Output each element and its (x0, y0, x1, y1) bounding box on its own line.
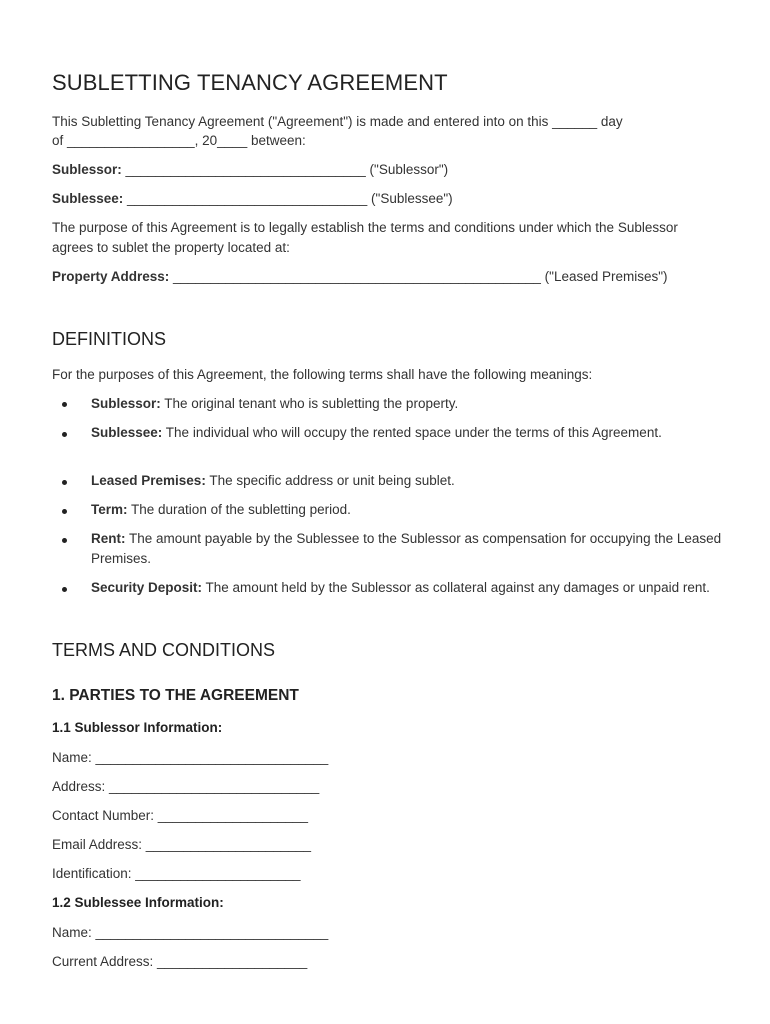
definition-term: Rent: (91, 531, 126, 546)
definition-text: The original tenant who is subletting the property. (160, 396, 459, 411)
sublessor-contact-field: Contact Number: ____________________ (52, 808, 308, 823)
purpose-paragraph: The purpose of this Agreement is to legally establish the terms and conditions under which the Sublessor agrees to sublet the property located at: (52, 220, 678, 255)
bullet-icon (62, 538, 67, 543)
sublessee-blank: ________________________________ ("Sublessee") (123, 191, 453, 206)
definition-text: The individual who will occupy the rented space under the terms of this Agreement. (162, 425, 662, 440)
sublessee-name-field: Name: _______________________________ (52, 925, 329, 940)
property-address-label: Property Address: (52, 269, 170, 284)
bullet-icon (62, 509, 67, 514)
section-1-heading: 1. PARTIES TO THE AGREEMENT (52, 687, 299, 704)
definition-term: Sublessor: (91, 396, 161, 411)
sublessor-line (52, 160, 448, 180)
definition-text: The specific address or unit being sublet. (205, 473, 455, 488)
sublessee-info-heading: 1.2 Sublessee Information: (52, 895, 224, 910)
definition-text: The amount held by the Sublessor as collateral against any damages or unpaid rent. (202, 580, 710, 595)
bullet-icon (62, 587, 67, 592)
sublessor-blank: ________________________________ ("Sublessor") (121, 162, 449, 177)
bullet-icon (62, 402, 67, 407)
definition-item (91, 394, 723, 414)
sublessee-label: Sublessee: (52, 191, 124, 206)
sublessor-info-heading: 1.1 Sublessor Information: (52, 720, 223, 735)
bullet-icon (62, 432, 67, 437)
intro-line-2: of _________________, 20____ between: (52, 133, 306, 148)
definitions-intro: For the purposes of this Agreement, the following terms shall have the following meanings: (52, 367, 593, 382)
bullet-icon (62, 480, 67, 485)
document-title: SUBLETTING TENANCY AGREEMENT (52, 70, 448, 95)
sublessor-name-field: Name: _______________________________ (52, 750, 329, 765)
definition-term: Term: (91, 502, 128, 517)
definition-item (91, 500, 723, 520)
definition-term: Leased Premises: (91, 473, 206, 488)
sublessor-address-field: Address: ____________________________ (52, 779, 320, 794)
definition-item (91, 578, 723, 598)
definition-term: Sublessee: (91, 425, 163, 440)
sublessee-line (52, 189, 453, 209)
definition-item (91, 471, 723, 491)
definitions-heading: DEFINITIONS (52, 329, 167, 349)
definition-item (91, 529, 723, 568)
terms-heading: TERMS AND CONDITIONS (52, 640, 276, 660)
property-address-blank: _________________________________________________ ("Leased Premises") (169, 269, 668, 284)
sublessor-identification-field: Identification: ______________________ (52, 866, 301, 881)
sublessor-email-field: Email Address: ______________________ (52, 837, 311, 852)
definition-text: The duration of the subletting period. (127, 502, 351, 517)
sublessee-address-field: Current Address: ____________________ (52, 954, 308, 969)
intro-line-1: This Subletting Tenancy Agreement ("Agreement") is made and entered into on this ______ day (52, 114, 623, 129)
definition-term: Security Deposit: (91, 580, 203, 595)
property-address-line (52, 267, 712, 287)
sublessor-label: Sublessor: (52, 162, 122, 177)
definition-item (91, 423, 723, 443)
definition-text: The amount payable by the Sublessee to the Sublessor as compensation for occupying the Leased Premises. (91, 531, 722, 566)
